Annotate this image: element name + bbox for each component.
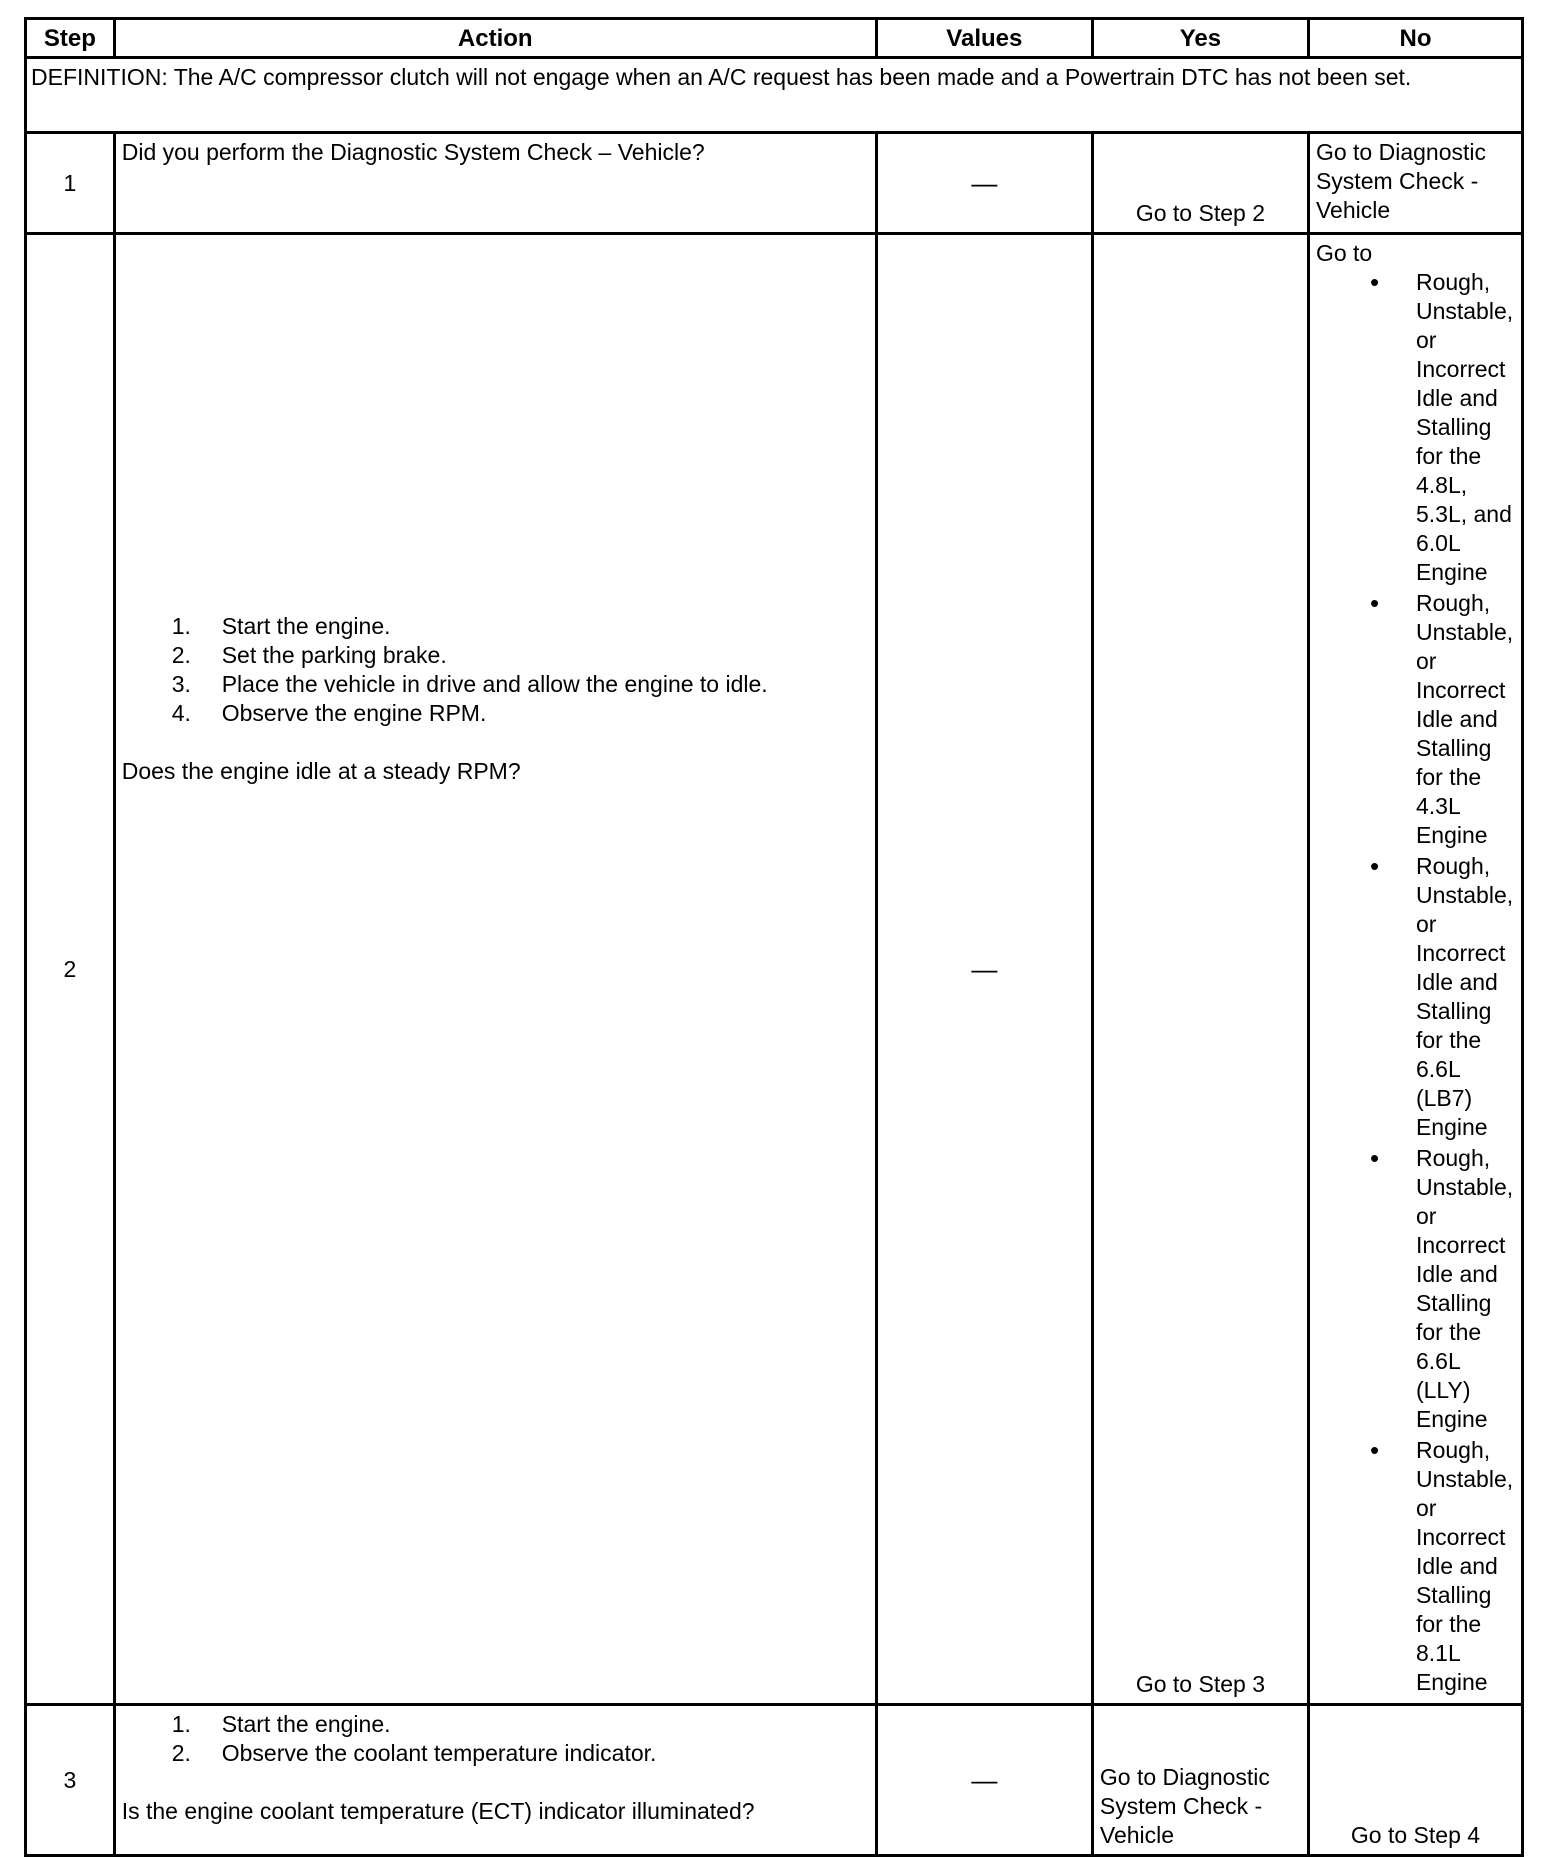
yes-link[interactable]: Go to Step 2 bbox=[1092, 133, 1308, 234]
definition-row bbox=[26, 58, 1523, 133]
action-item: 2. Observe the coolant temperature indicator. bbox=[171, 1740, 657, 1766]
no-link[interactable]: • Rough, Unstable, or Incorrect Idle and Stalling for the 6.6L (LLY) Engine bbox=[1316, 1144, 1515, 1434]
action-item: 1. Start the engine. bbox=[171, 1711, 391, 1737]
no-links-cell bbox=[1308, 234, 1522, 1705]
no-link[interactable]: • Rough, Unstable, or Incorrect Idle and Stalling for the 4.8L, 5.3L, and 6.0L Engine bbox=[1316, 268, 1515, 587]
step-value: — bbox=[876, 133, 1092, 234]
header-action: Action bbox=[114, 19, 876, 58]
step-action-cell bbox=[114, 1705, 876, 1856]
step-value: — bbox=[876, 234, 1092, 1705]
table-row bbox=[26, 133, 1523, 234]
action-item: 4. Observe the engine RPM. bbox=[171, 700, 487, 726]
header-no: No bbox=[1308, 19, 1522, 58]
table-row bbox=[26, 1705, 1523, 1856]
step-value: — bbox=[876, 1705, 1092, 1856]
header-values: Values bbox=[876, 19, 1092, 58]
no-link[interactable]: Go to Diagnostic System Check - Vehicle bbox=[1308, 133, 1522, 234]
diagnostic-table bbox=[24, 17, 1524, 1857]
no-link-list bbox=[1316, 268, 1515, 1697]
definition-text: DEFINITION: The A/C compressor clutch will not engage when an A/C request has been made and a Powertrain DTC has not been set. bbox=[26, 58, 1523, 133]
yes-link[interactable]: Go to Diagnostic System Check - Vehicle bbox=[1092, 1705, 1308, 1856]
step-number: 1 bbox=[26, 133, 115, 234]
yes-link[interactable]: Go to Step 3 bbox=[1092, 234, 1308, 1705]
action-item: 2. Set the parking brake. bbox=[171, 642, 447, 668]
step-question: Does the engine idle at a steady RPM? bbox=[121, 758, 521, 784]
action-list bbox=[122, 612, 869, 728]
header-row bbox=[26, 19, 1523, 58]
table-row bbox=[26, 234, 1523, 1705]
no-link[interactable]: • Rough, Unstable, or Incorrect Idle and Stalling for the 8.1L Engine bbox=[1316, 1436, 1515, 1697]
step-question: Is the engine coolant temperature (ECT) indicator illuminated? bbox=[121, 1798, 755, 1824]
step-number: 3 bbox=[26, 1705, 115, 1856]
no-link[interactable]: • Rough, Unstable, or Incorrect Idle and Stalling for the 4.3L Engine bbox=[1316, 589, 1515, 850]
step-action-cell bbox=[114, 234, 876, 1705]
no-intro: Go to bbox=[1315, 240, 1373, 266]
action-item: 3. Place the vehicle in drive and allow the engine to idle. bbox=[171, 671, 768, 697]
header-step: Step bbox=[26, 19, 115, 58]
action-item: 1. Start the engine. bbox=[171, 613, 391, 639]
no-link[interactable]: Go to Step 4 bbox=[1308, 1705, 1522, 1856]
step-question: Did you perform the Diagnostic System Check – Vehicle? bbox=[114, 133, 876, 234]
step-number: 2 bbox=[26, 234, 115, 1705]
header-yes: Yes bbox=[1092, 19, 1308, 58]
no-link[interactable]: • Rough, Unstable, or Incorrect Idle and Stalling for the 6.6L (LB7) Engine bbox=[1316, 852, 1515, 1142]
action-list bbox=[122, 1710, 869, 1768]
